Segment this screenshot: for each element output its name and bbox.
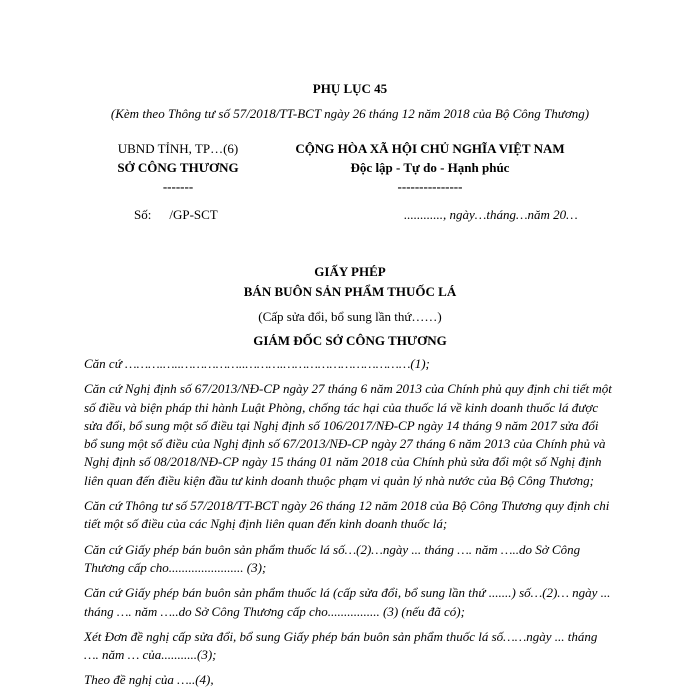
appendix-note: (Kèm theo Thông tư số 57/2018/TT-BCT ngày 26 tháng 12 năm 2018 của Bộ Công Thương) <box>110 106 590 121</box>
left-divider: ------- <box>162 179 194 194</box>
province-line: UBND TỈNH, TP…(6) <box>117 141 239 156</box>
paragraph-proposal: Theo đề nghị của …..(4), <box>84 672 214 688</box>
paragraph-legal-basis-2: Căn cứ Nghị định số 67/2013/NĐ-CP ngày 27 tháng 6 năm 2013 của Chính phủ quy định chi tiết một số điều và biện pháp thi hành Luật Phòng, chống tác hại của thuốc lá về kinh doanh thuốc lá được sửa đổi, bổ sung một số điều tại Nghị định số 106/2017/NĐ-CP ngày 14 tháng 9 năm 2017 sửa đổi bổ sung một số điều của Nghị định số 67/2013/NĐ-CP ngày 27 tháng 6 năm 2013 của Chính phủ và Nghị định số 08/2018/NĐ-CP ngày 15 tháng 01 năm 2018 của Chính phủ sửa đổi một số Nghị định liên quan đến điều kiện đầu tư kinh doanh thuộc phạm vi quản lý nhà nước của Bộ Công Thương; <box>84 381 612 488</box>
number-label: Số: <box>134 207 152 222</box>
country-name-line: CỘNG HÒA XÃ HỘI CHỦ NGHĨA VIỆT NAM <box>295 141 565 156</box>
right-divider: --------------- <box>397 179 463 194</box>
paragraph-application: Xét Đơn đề nghị cấp sửa đổi, bổ sung Giấy phép bán buôn sản phẩm thuốc lá số……ngày ... tháng …. năm … của...........(3); <box>84 628 598 663</box>
paragraph-legal-basis-4: Căn cứ Giấy phép bán buôn sản phẩm thuốc lá số…(2)…ngày ... tháng …. năm …..do Sở Công Thương cấp cho....................... (3); <box>84 541 581 575</box>
director-heading: GIÁM ĐỐC SỞ CÔNG THƯƠNG <box>253 333 447 348</box>
title-line-2: BÁN BUÔN SẢN PHẨM THUỐC LÁ <box>243 284 457 299</box>
department-line: SỞ CÔNG THƯƠNG <box>117 160 239 175</box>
title-line-1: GIẤY PHÉP <box>314 264 386 279</box>
document-title <box>0 262 700 302</box>
national-motto-header <box>280 139 580 196</box>
place-date-line: ............, ngày…tháng…năm 20… <box>404 207 578 222</box>
paragraph-legal-basis-5: Căn cứ Giấy phép bán buôn sản phẩm thuốc lá (cấp sửa đổi, bổ sung lần thứ .......) số…(2)… ngày ... tháng …. năm …..do Sở Công Thương cấp cho................ (3) (nếu đã có); <box>84 585 611 619</box>
issuing-authority-header <box>108 139 248 196</box>
revision-line: (Cấp sửa đổi, bổ sung lần thứ……) <box>258 309 442 324</box>
document-body <box>84 355 614 697</box>
paragraph-legal-basis-3: Căn cứ Thông tư số 57/2018/TT-BCT ngày 26 tháng 12 năm 2018 của Bộ Công Thương quy định chi tiết một số điều của các Nghị định liên quan đến kinh doanh thuốc lá; <box>84 498 610 532</box>
appendix-title: PHỤ LỤC 45 <box>312 81 388 96</box>
document-number <box>134 207 218 223</box>
number-code: /GP-SCT <box>169 207 218 222</box>
paragraph-legal-basis-1: Căn cứ ……….…..……………..……….……………………………(1); <box>84 356 430 371</box>
motto-line: Độc lập - Tự do - Hạnh phúc <box>350 160 510 175</box>
